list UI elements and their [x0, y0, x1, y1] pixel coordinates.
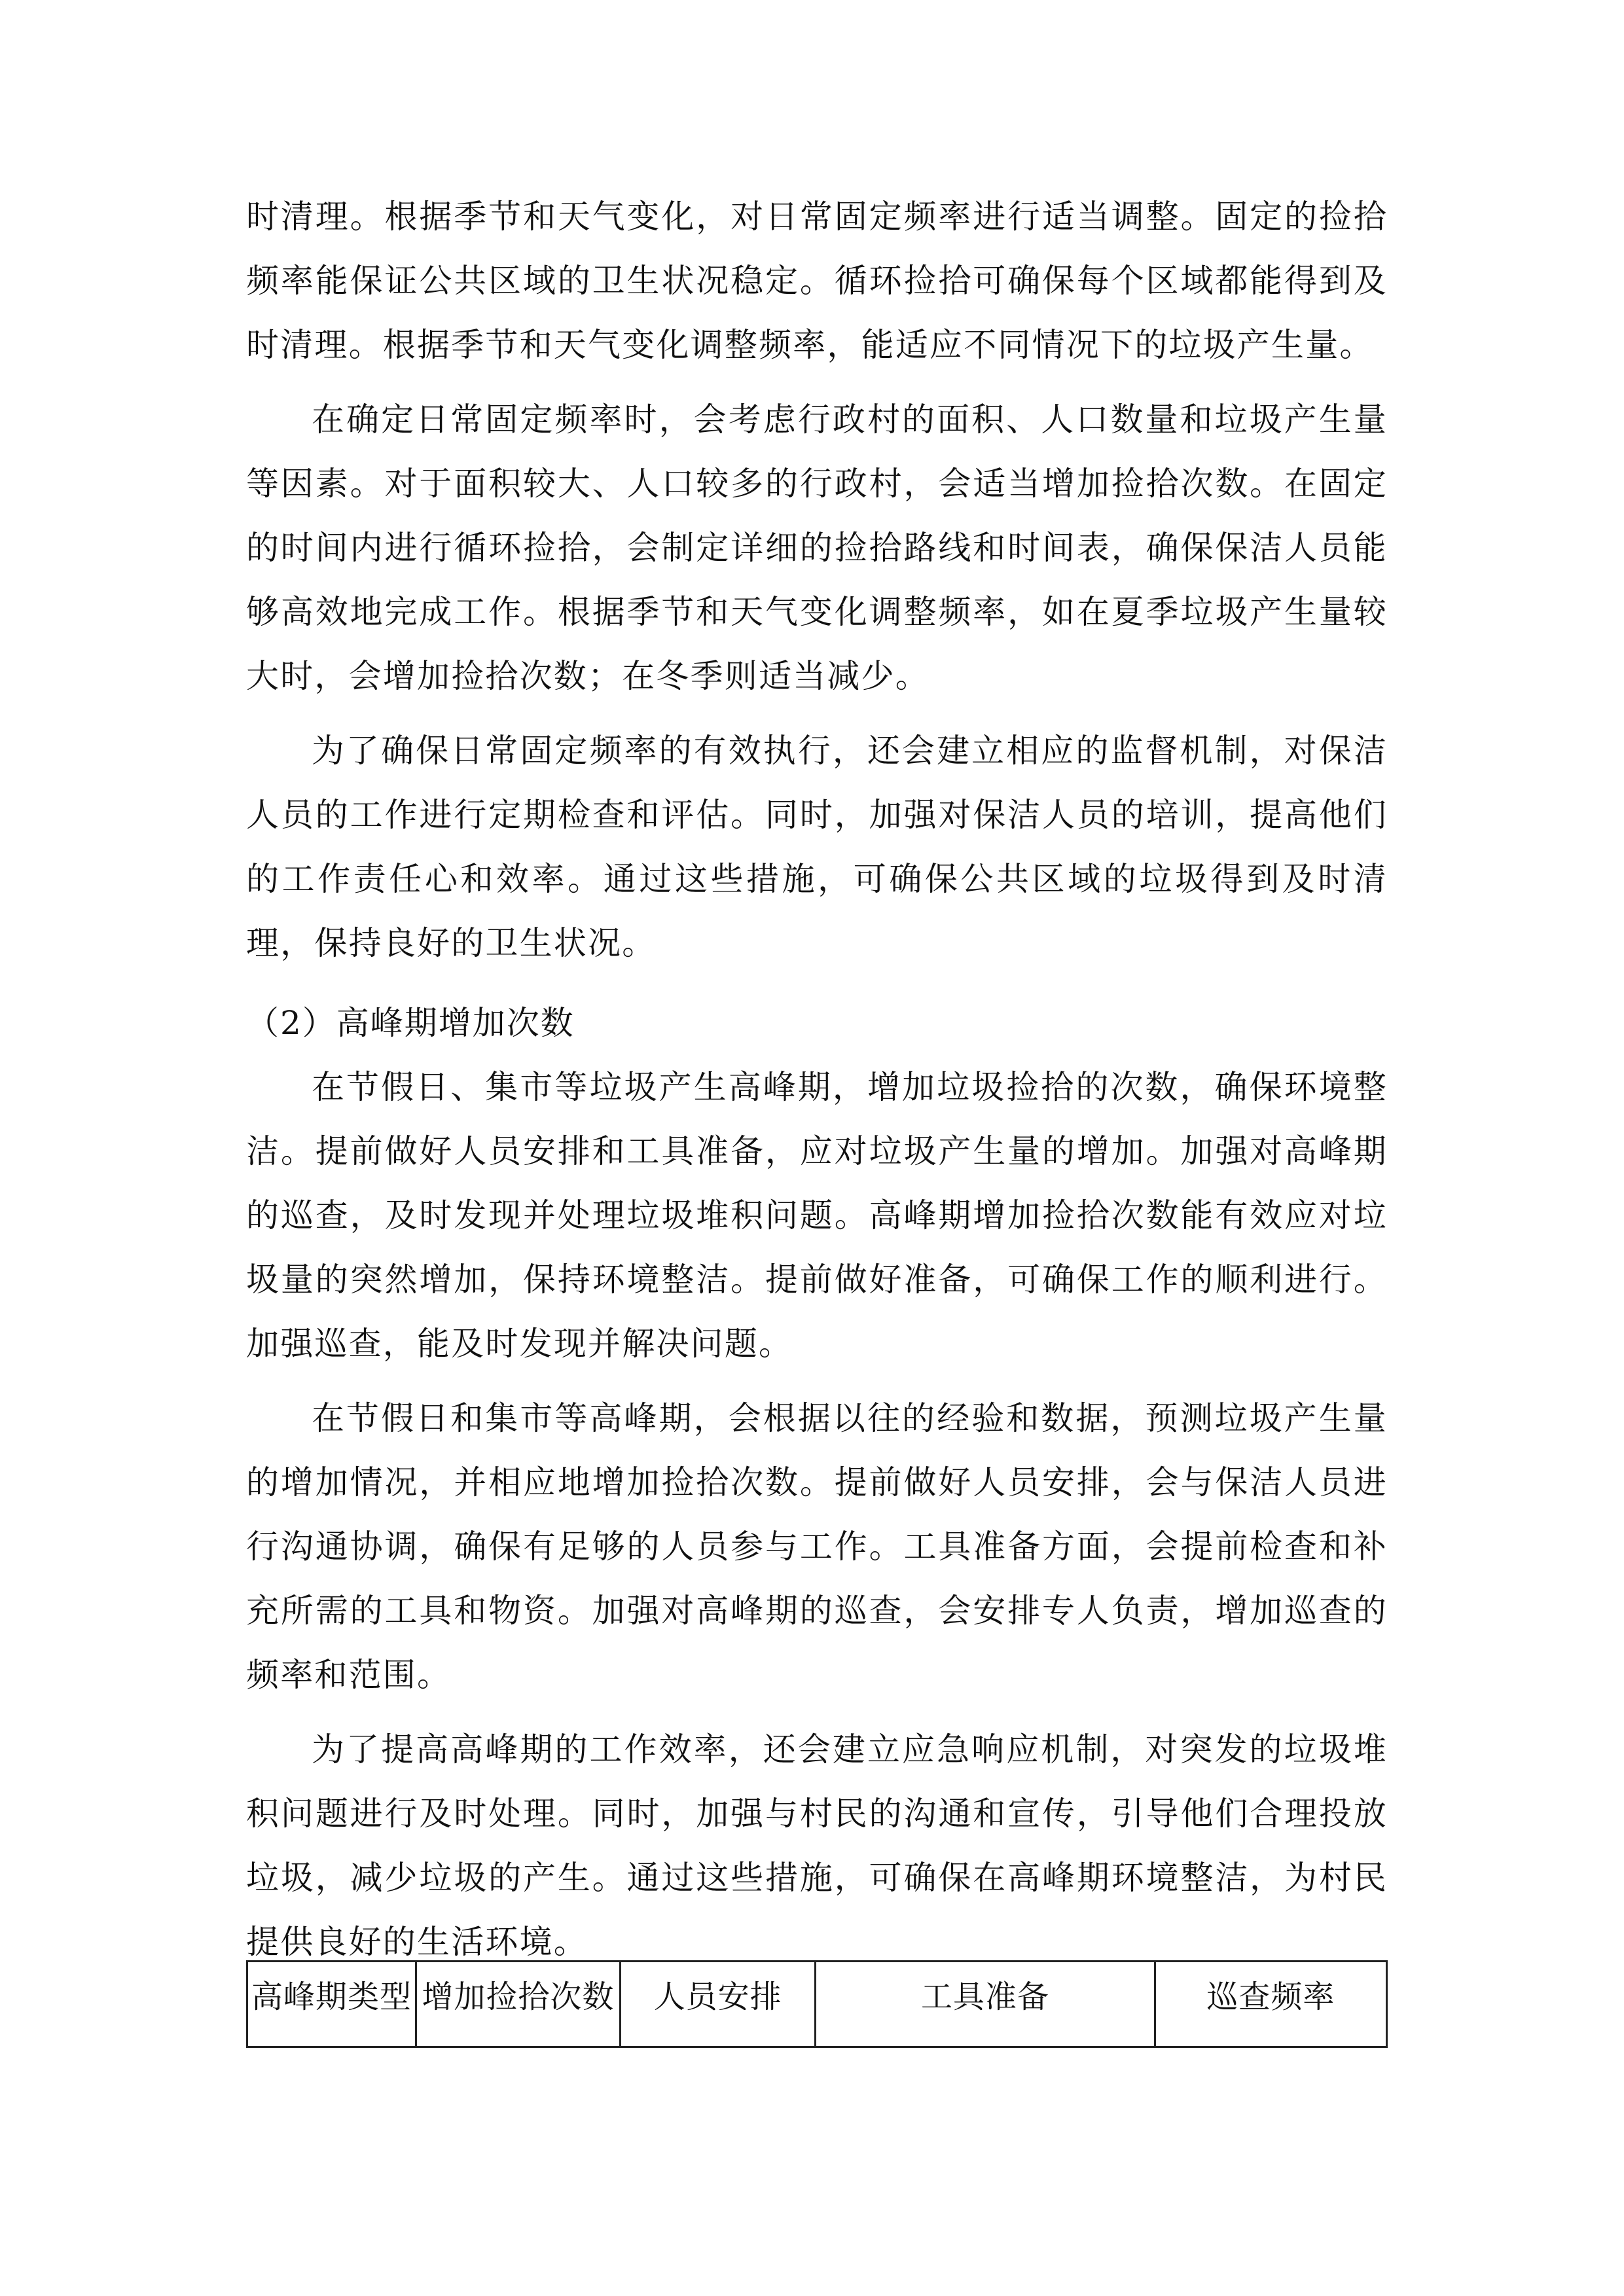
table-header-cell: 高峰期类型 — [247, 1962, 416, 2047]
table-header-row — [247, 1962, 1387, 2047]
table-header-cell: 人员安排 — [620, 1962, 816, 2047]
section-heading-peak: （2）高峰期增加次数 — [246, 1004, 575, 1042]
table-header-cell: 巡查频率 — [1155, 1962, 1386, 2047]
paragraph-6: 为了提高高峰期的工作效率，还会建立应急响应机制，对突发的垃圾堆积问题进行及时处理。同时，加强与村民的沟通和宣传，引导他们合理投放垃圾，减少垃圾的产生。通过这些措施，可确保在高峰期环境整洁，为村民提供良好的生活环境。 — [246, 1731, 1388, 1961]
paragraph-3: 为了确保日常固定频率的有效执行，还会建立相应的监督机制，对保洁人员的工作进行定期检查和评估。同时，加强对保洁人员的培训，提高他们的工作责任心和效率。通过这些措施，可确保公共区域的垃圾得到及时清理，保持良好的卫生状况。 — [246, 732, 1388, 962]
peak-period-table — [246, 1960, 1388, 2048]
paragraph-4: 在节假日、集市等垃圾产生高峰期，增加垃圾捡拾的次数，确保环境整洁。提前做好人员安排和工具准备，应对垃圾产生量的增加。加强对高峰期的巡查，及时发现并处理垃圾堆积问题。高峰期增加捡拾次数能有效应对垃圾量的突然增加，保持环境整洁。提前做好准备，可确保工作的顺利进行。加强巡查，能及时发现并解决问题。 — [246, 1068, 1388, 1363]
document-body — [246, 185, 1388, 1974]
paragraph-5: 在节假日和集市等高峰期，会根据以往的经验和数据，预测垃圾产生量的增加情况，并相应地增加捡拾次数。提前做好人员安排，会与保洁人员进行沟通协调，确保有足够的人员参与工作。工具准备方面，会提前检查和补充所需的工具和物资。加强对高峰期的巡查，会安排专人负责，增加巡查的频率和范围。 — [246, 1399, 1388, 1694]
table-header-cell: 增加捡拾次数 — [416, 1962, 620, 2047]
paragraph-1: 时清理。根据季节和天气变化，对日常固定频率进行适当调整。固定的捡拾频率能保证公共区域的卫生状况稳定。循环捡拾可确保每个区域都能得到及时清理。根据季节和天气变化调整频率，能适应不同情况下的垃圾产生量。 — [246, 198, 1388, 364]
paragraph-2: 在确定日常固定频率时，会考虑行政村的面积、人口数量和垃圾产生量等因素。对于面积较大、人口较多的行政村，会适当增加捡拾次数。在固定的时间内进行循环捡拾，会制定详细的捡拾路线和时间表，确保保洁人员能够高效地完成工作。根据季节和天气变化调整频率，如在夏季垃圾产生量较大时，会增加捡拾次数；在冬季则适当减少。 — [246, 401, 1388, 695]
table-header-cell: 工具准备 — [816, 1962, 1155, 2047]
